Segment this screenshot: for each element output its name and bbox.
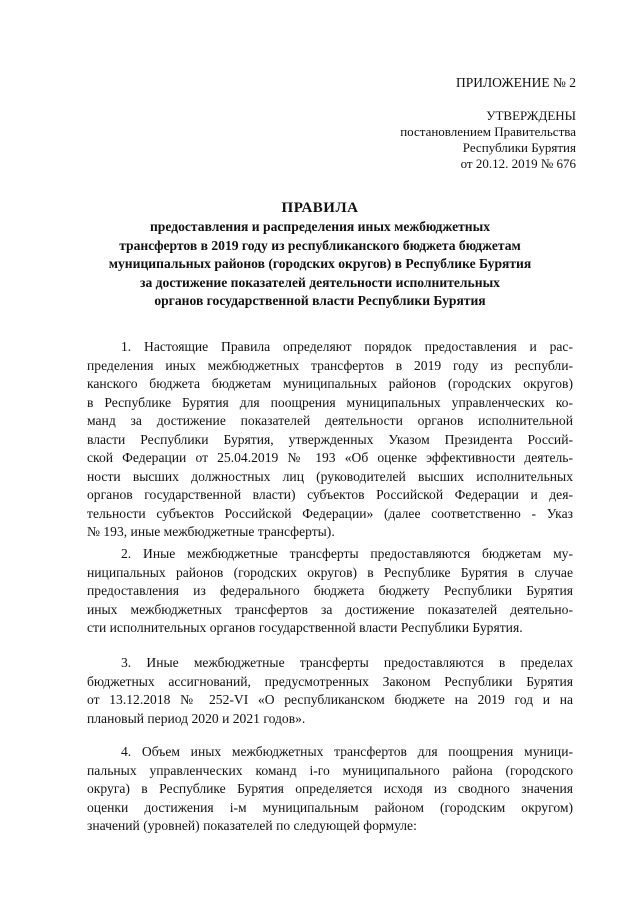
- text-line: 1. Настоящие Правила определяют порядок предоставления и рас-: [121, 339, 573, 354]
- text-line: 4. Объем иных межбюджетных трансфертов для поощрения муници-: [121, 744, 573, 759]
- text-line: органов государственной власти) субъектов Российской Федерации и дея-: [87, 487, 573, 502]
- text-line: власти Республики Бурятия, утвержденных Указом Президента Россий-: [87, 431, 573, 447]
- approval-line: от 20.12. 2019 № 676: [460, 156, 576, 171]
- text-line: ности высших должностных лиц (руководителей высших исполнительных: [87, 468, 573, 484]
- text-line: пределения иных межбюджетных трансфертов в 2019 году из республи-: [87, 357, 573, 373]
- text-line: от 13.12.2018 № 252-VI «О республиканском бюджете на 2019 год и на: [87, 692, 573, 707]
- text-line: оценки достижения i-м муниципальным районом (городским округом): [87, 799, 573, 815]
- text-line: сти исполнительных органов государственной власти Республики Бурятия.: [87, 620, 523, 635]
- text-line: 3. Иные межбюджетные трансферты предоставляются в пределах: [121, 655, 573, 670]
- title-heading: ПРАВИЛА: [281, 200, 359, 216]
- text-line: в Республике Бурятия для поощрения муниципальных управленческих ко-: [87, 394, 573, 410]
- text-line: значений (уровней) показателей по следующей формуле:: [87, 818, 417, 833]
- text-line: 2. Иные межбюджетные трансферты предоставляются бюджетам му-: [121, 546, 573, 561]
- paragraph-1: [87, 338, 573, 542]
- text-line: округа) в Республике Бурятия определяется исходя из сводного значения: [87, 781, 573, 796]
- paragraph-3: [87, 654, 573, 728]
- paragraph-4: [87, 743, 573, 836]
- text-line: тельности субъектов Российской Федерации» (далее соответственно - Указ: [87, 505, 573, 521]
- text-line: иных межбюджетных трансфертов за достижение показателей деятельно-: [87, 601, 573, 617]
- approval-line: УТВЕРЖДЕНЫ: [486, 108, 576, 123]
- text-line: № 193, иные межбюджетные трансферты).: [87, 524, 335, 539]
- text-line: бюджетных ассигнований, предусмотренных Законом Республики Бурятия: [87, 673, 573, 689]
- title-line: предоставления и распределения иных межбюджетных: [149, 219, 491, 234]
- text-line: ской Федерации от 25.04.2019 № 193 «Об оценке эффективности деятель-: [87, 450, 573, 465]
- approval-line: Республики Бурятия: [462, 140, 576, 155]
- approval-stamp: [400, 108, 576, 172]
- paragraph-2: [87, 545, 573, 638]
- appendix-label: ПРИЛОЖЕНИЕ № 2: [455, 75, 576, 90]
- title-line: муниципальных районов (городских округов) в Республике Бурятия: [108, 256, 532, 271]
- title-line: органов государственной власти Республики Бурятия: [154, 293, 486, 308]
- text-line: канского бюджета бюджетам муниципальных районов (городских округов): [87, 376, 573, 391]
- title-line: за достижение показателей деятельности исполнительных: [140, 274, 500, 290]
- approval-line: постановлением Правительства: [400, 124, 576, 139]
- text-line: манд за достижение показателей деятельности органов исполнительной: [87, 413, 573, 428]
- document-title: [60, 199, 580, 311]
- text-line: ниципальных районов (городских округов) в Республике Бурятия в случае: [87, 564, 573, 580]
- text-line: пальных управленческих команд i-го муниципального района (городского: [87, 762, 573, 778]
- title-line: трансфертов в 2019 году из республиканского бюджета бюджетам: [119, 237, 521, 253]
- text-line: предоставления из федерального бюджета бюджету Республики Бурятия: [87, 583, 573, 598]
- title-subtitle: [60, 218, 580, 311]
- text-line: плановый период 2020 и 2021 годов».: [87, 710, 306, 726]
